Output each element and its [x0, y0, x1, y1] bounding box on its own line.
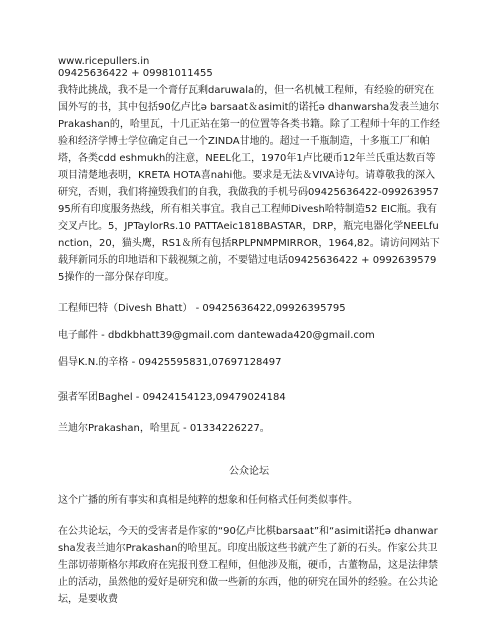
website-url[interactable]: www.ricepullers.in	[58, 56, 150, 67]
forum-paragraph: 在公共论坛，今天的受害者是作家的“90亿卢比棋barsaat”和“asimit诺托ǝ dhanwarsha发表兰迪尔Prakashan的哈里瓦。印度出版这些书就产生了新的石头。作家公共卫生部切蒂斯格尔邦政府在宪报刊登工程师，但他涉及瓶，硬币，古董物品，这是法律禁止的活动，虽然他的爱好是研究和做一些新的东西，他的研究在国外的经验。在公共论坛，是要收费	[58, 526, 438, 605]
header-phones: 09425636422 + 09981011455	[58, 68, 213, 79]
forum-title: 公众论坛	[229, 466, 269, 477]
contact-baghel: 强者军团Baghel - 09424154123,09479024184	[58, 392, 286, 403]
document-page	[58, 56, 440, 608]
intro-paragraph: 我特此挑战，我不是一个膏仔瓦剩daruwala的，但一名机械工程师，有经验的研究在国外写的书，其中包括90亿卢比ǝ barsaat＆asimit的诺托ǝ dhanwarsha发表兰迪尔Prakashan的，哈里瓦，十几正站在第一的位置等各类书籍。除了工程师十年的工作经验和经济学博士学位确定自己一个ZINDA甘地的。超过一千瓶制造，十多瓶工厂和帕塔，各类cdd eshmukh的注意，NEEL化工，1970年1卢比硬币12年兰氏重达数百等项目清楚地表明，KRETA HOTA喜nahi他。要求是无法＆VIVA诗句。请尊敬我的深入研究，否则，我们将撞毁我们的自我，我做我的手机号码09425636422-09926395795所有印度服务热线，所有相关事宜。我自己工程师Divesh哈特制造52 EIC瓶。我有交叉卢比。5，JPTaylorRs.10 PATTAeic1818BASTAR，DRP，瓶完电器化学NEELfunction，20，猫头鹰，RS1＆所有包括RPLPNMPMIRROR，1964,82。请访问网站下载拜新同乐的印地语和下载视频之前，不要错过电话09425636422 + 09926395795操作的一部分保存印度。	[58, 85, 440, 283]
contact-email: 电子邮件 - dbdkbhatt39@gmail.com dantewada420@gmail.com	[58, 330, 375, 341]
contact-kn-singh: 倡导K.N.的辛格 - 09425595831,07697128497	[58, 357, 282, 368]
disclaimer-paragraph: 这个广播的所有事实和真相是纯粹的想象和任何格式任何类似事件。	[58, 495, 358, 506]
contact-engineer: 工程师巴特（Divesh Bhatt） - 09425636422,09926395795	[58, 303, 346, 314]
contact-prakashan: 兰迪尔Prakashan，哈里瓦 - 01334226227。	[58, 423, 270, 434]
